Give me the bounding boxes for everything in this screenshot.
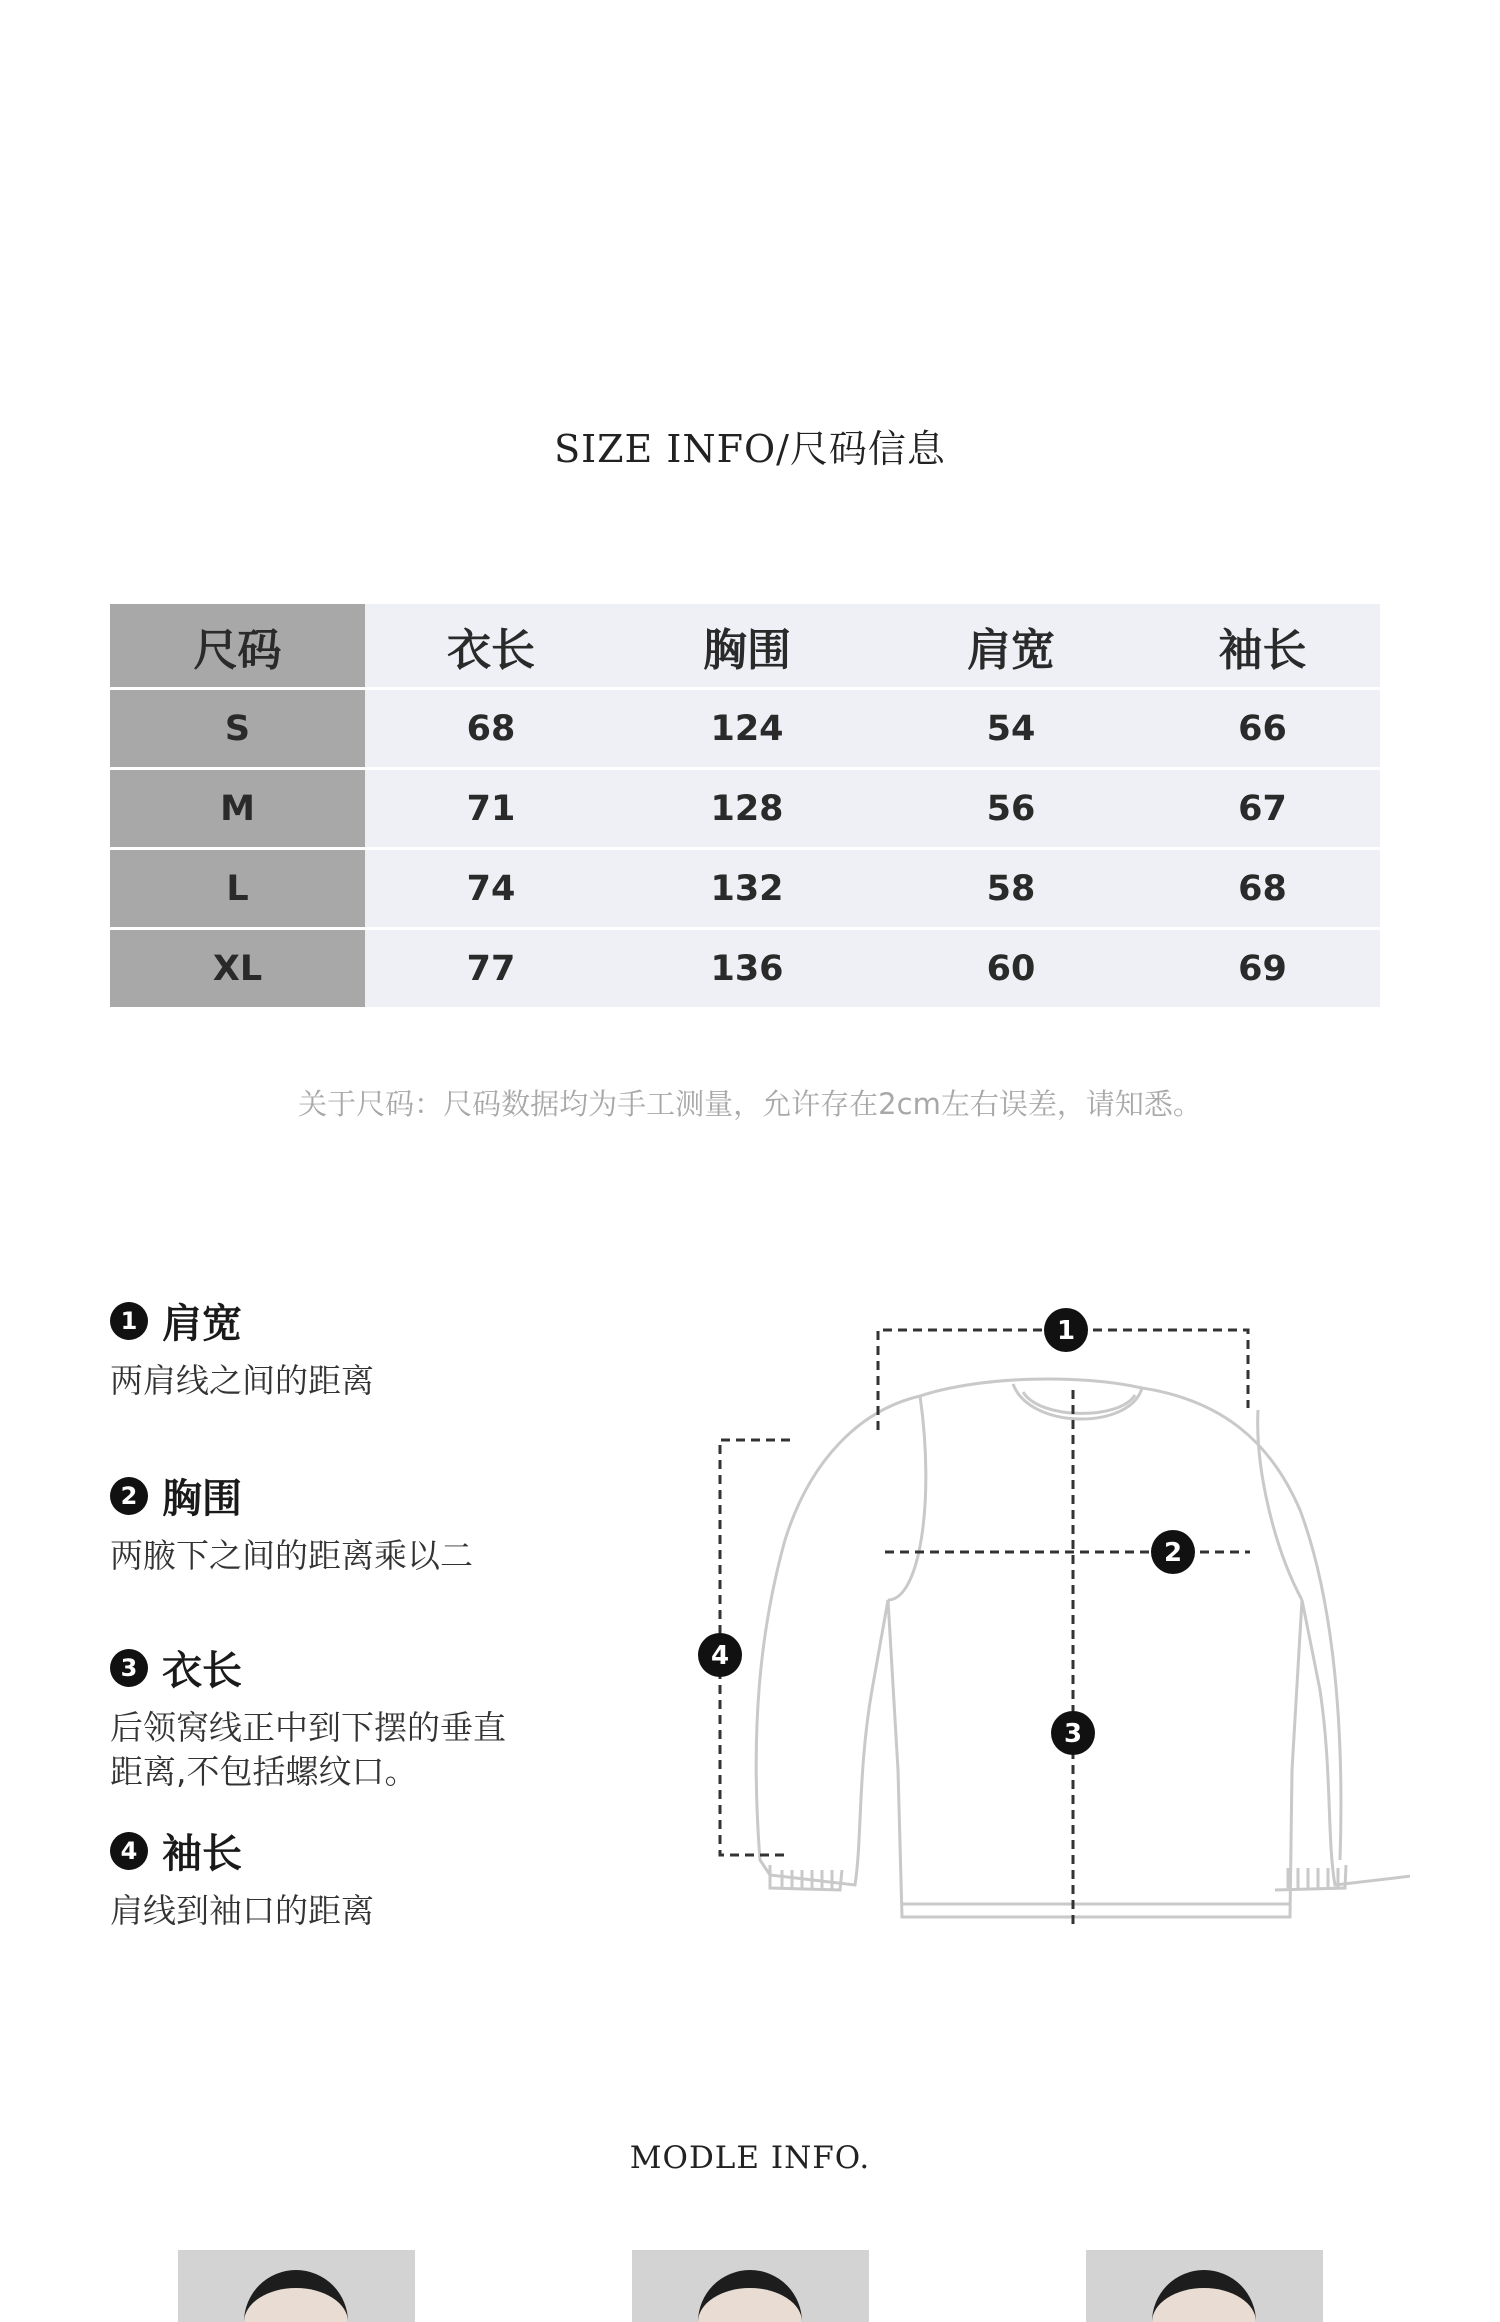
legend-description: 距离,不包括螺纹口。 — [110, 1752, 418, 1791]
header-shoulder: 肩宽 — [877, 604, 1145, 687]
legend-description: 后领窝线正中到下摆的垂直 — [110, 1708, 506, 1747]
model-head-icon — [698, 2270, 802, 2322]
legend-description: 肩线到袖口的距离 — [110, 1891, 374, 1930]
legend-item-chest — [110, 1467, 670, 1578]
size-table — [110, 604, 1380, 1004]
shoulder-value: 54 — [877, 690, 1145, 767]
chest-value: 128 — [617, 770, 877, 847]
marker-4-icon — [698, 1633, 742, 1677]
table-row — [110, 690, 1380, 767]
legend-item-length — [110, 1639, 670, 1794]
length-value: 74 — [365, 850, 617, 927]
sweatshirt-measurement-diagram — [690, 1300, 1410, 1960]
table-row — [110, 930, 1380, 1007]
sleeve-value: 67 — [1145, 770, 1380, 847]
model-head-icon — [244, 2270, 348, 2322]
length-value: 68 — [365, 690, 617, 767]
legend-title: 肩宽 — [162, 1301, 242, 1347]
chest-value: 124 — [617, 690, 877, 767]
model-photo — [178, 2250, 415, 2322]
legend-description: 两腋下之间的距离乘以二 — [110, 1536, 473, 1575]
table-row — [110, 770, 1380, 847]
legend-item-sleeve — [110, 1822, 670, 1933]
chest-value: 136 — [617, 930, 877, 1007]
model-info-title: MODLE INFO. — [629, 2140, 871, 2176]
marker-1-icon — [1044, 1308, 1088, 1352]
sleeve-value: 66 — [1145, 690, 1380, 767]
marker-2-icon — [1151, 1530, 1195, 1574]
number-3-icon: 3 — [110, 1649, 148, 1687]
svg-text:4: 4 — [710, 1641, 730, 1671]
chest-value: 132 — [617, 850, 877, 927]
legend-title: 袖长 — [162, 1831, 242, 1877]
length-value: 71 — [365, 770, 617, 847]
measurement-lines — [720, 1330, 1250, 1928]
size-label: L — [110, 850, 365, 927]
shoulder-value: 56 — [877, 770, 1145, 847]
size-note: 关于尺码：尺码数据均为手工测量，允许存在2cm左右误差，请知悉。 — [298, 1087, 1202, 1121]
marker-3-icon — [1051, 1711, 1095, 1755]
header-sleeve: 袖长 — [1145, 604, 1380, 687]
sleeve-value: 68 — [1145, 850, 1380, 927]
sweatshirt-outline — [756, 1379, 1410, 1917]
size-label: S — [110, 690, 365, 767]
header-size: 尺码 — [110, 604, 365, 687]
page-title: SIZE INFO/尺码信息 — [554, 427, 946, 471]
size-label: XL — [110, 930, 365, 1007]
table-row — [110, 850, 1380, 927]
model-photo — [1086, 2250, 1323, 2322]
model-photo — [632, 2250, 869, 2322]
size-label: M — [110, 770, 365, 847]
number-4-icon: 4 — [110, 1832, 148, 1870]
number-1-icon: 1 — [110, 1302, 148, 1340]
svg-text:2: 2 — [1163, 1538, 1183, 1568]
legend-title: 胸围 — [162, 1476, 242, 1522]
sleeve-value: 69 — [1145, 930, 1380, 1007]
header-length: 衣长 — [365, 604, 617, 687]
legend-description: 两肩线之间的距离 — [110, 1361, 374, 1400]
model-head-icon — [1152, 2270, 1256, 2322]
shoulder-value: 60 — [877, 930, 1145, 1007]
table-header-row — [110, 604, 1380, 687]
shoulder-value: 58 — [877, 850, 1145, 927]
legend-title: 衣长 — [162, 1648, 242, 1694]
svg-text:3: 3 — [1063, 1719, 1083, 1749]
legend-item-shoulder — [110, 1292, 670, 1403]
svg-text:1: 1 — [1056, 1316, 1076, 1346]
length-value: 77 — [365, 930, 617, 1007]
number-2-icon: 2 — [110, 1477, 148, 1515]
header-chest: 胸围 — [617, 604, 877, 687]
